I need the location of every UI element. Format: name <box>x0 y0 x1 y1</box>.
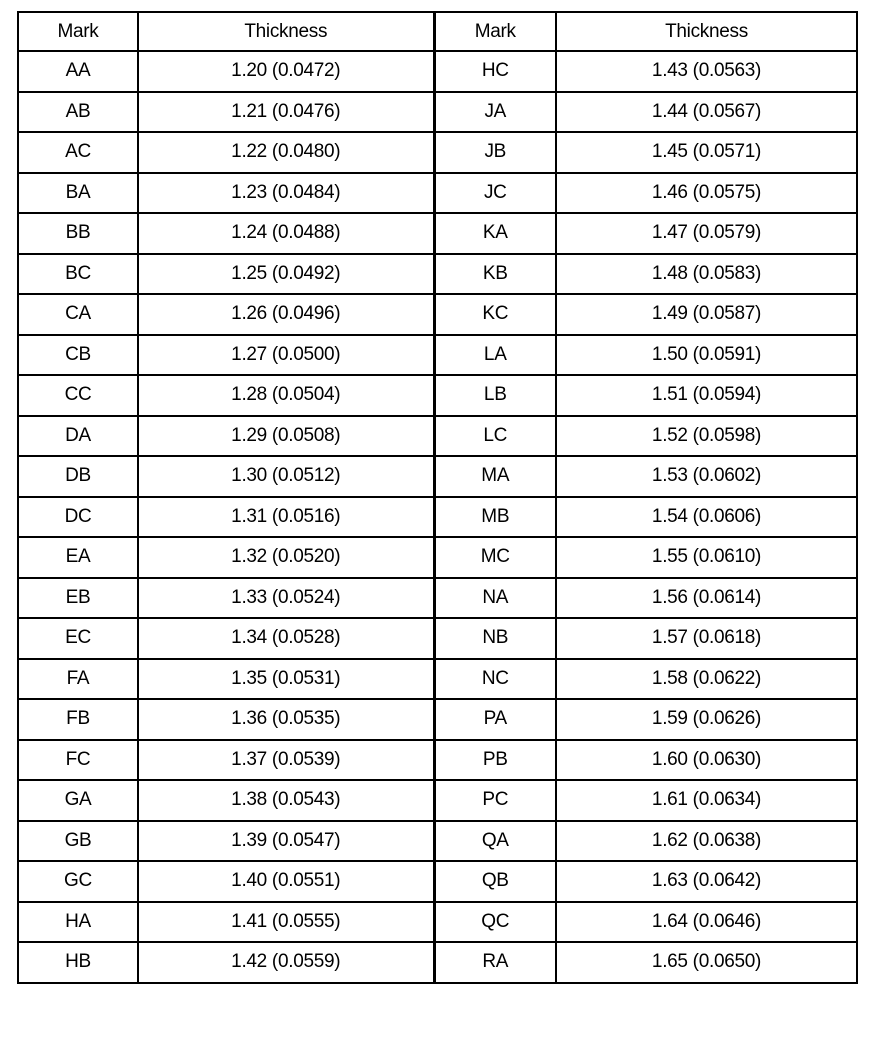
mark-right-cell: QC <box>434 902 556 943</box>
mark-right-cell: JC <box>434 173 556 214</box>
mark-left-cell: BC <box>18 254 138 295</box>
thickness-right-cell: 1.44 (0.0567) <box>556 92 857 133</box>
thickness-table-container <box>17 11 856 984</box>
thickness-left-cell: 1.29 (0.0508) <box>138 416 434 457</box>
mark-left-cell: AA <box>18 51 138 92</box>
mark-right-cell: LB <box>434 375 556 416</box>
thickness-left-cell: 1.36 (0.0535) <box>138 699 434 740</box>
thickness-right-cell: 1.60 (0.0630) <box>556 740 857 781</box>
thickness-left-cell: 1.41 (0.0555) <box>138 902 434 943</box>
thickness-table <box>17 11 858 984</box>
table-row <box>18 456 857 497</box>
thickness-right-cell: 1.61 (0.0634) <box>556 780 857 821</box>
table-row <box>18 375 857 416</box>
mark-right-cell: QB <box>434 861 556 902</box>
mark-left-cell: HA <box>18 902 138 943</box>
thickness-right-cell: 1.43 (0.0563) <box>556 51 857 92</box>
mark-right-cell: LA <box>434 335 556 376</box>
thickness-right-cell: 1.58 (0.0622) <box>556 659 857 700</box>
thickness-left-cell: 1.24 (0.0488) <box>138 213 434 254</box>
mark-right-cell: NC <box>434 659 556 700</box>
mark-right-cell: PA <box>434 699 556 740</box>
mark-right-cell: KC <box>434 294 556 335</box>
table-row <box>18 335 857 376</box>
table-row <box>18 416 857 457</box>
mark-left-cell: DC <box>18 497 138 538</box>
mark-left-cell: DA <box>18 416 138 457</box>
thickness-left-cell: 1.37 (0.0539) <box>138 740 434 781</box>
table-body <box>18 51 857 983</box>
mark-right-cell: KB <box>434 254 556 295</box>
mark-right-cell: MB <box>434 497 556 538</box>
table-row <box>18 902 857 943</box>
thickness-left-cell: 1.38 (0.0543) <box>138 780 434 821</box>
table-row <box>18 821 857 862</box>
mark-left-cell: GC <box>18 861 138 902</box>
table-row <box>18 699 857 740</box>
table-row <box>18 213 857 254</box>
mark-right-cell: QA <box>434 821 556 862</box>
table-row <box>18 659 857 700</box>
thickness-right-cell: 1.52 (0.0598) <box>556 416 857 457</box>
mark-left-cell: HB <box>18 942 138 983</box>
table-row <box>18 497 857 538</box>
thickness-left-cell: 1.27 (0.0500) <box>138 335 434 376</box>
thickness-right-cell: 1.56 (0.0614) <box>556 578 857 619</box>
table-row <box>18 92 857 133</box>
thickness-right-cell: 1.49 (0.0587) <box>556 294 857 335</box>
header-mark-right: Mark <box>434 12 556 51</box>
mark-right-cell: KA <box>434 213 556 254</box>
thickness-left-cell: 1.33 (0.0524) <box>138 578 434 619</box>
thickness-left-cell: 1.35 (0.0531) <box>138 659 434 700</box>
thickness-left-cell: 1.26 (0.0496) <box>138 294 434 335</box>
mark-left-cell: AB <box>18 92 138 133</box>
table-row <box>18 132 857 173</box>
mark-left-cell: GA <box>18 780 138 821</box>
thickness-left-cell: 1.32 (0.0520) <box>138 537 434 578</box>
thickness-left-cell: 1.39 (0.0547) <box>138 821 434 862</box>
mark-left-cell: FB <box>18 699 138 740</box>
mark-left-cell: FA <box>18 659 138 700</box>
mark-right-cell: MC <box>434 537 556 578</box>
table-row <box>18 618 857 659</box>
mark-right-cell: PB <box>434 740 556 781</box>
thickness-right-cell: 1.55 (0.0610) <box>556 537 857 578</box>
table-row <box>18 294 857 335</box>
table-row <box>18 740 857 781</box>
thickness-left-cell: 1.34 (0.0528) <box>138 618 434 659</box>
table-row <box>18 173 857 214</box>
thickness-left-cell: 1.42 (0.0559) <box>138 942 434 983</box>
mark-left-cell: EC <box>18 618 138 659</box>
mark-left-cell: BA <box>18 173 138 214</box>
thickness-right-cell: 1.47 (0.0579) <box>556 213 857 254</box>
thickness-right-cell: 1.46 (0.0575) <box>556 173 857 214</box>
thickness-right-cell: 1.51 (0.0594) <box>556 375 857 416</box>
table-row <box>18 578 857 619</box>
thickness-left-cell: 1.25 (0.0492) <box>138 254 434 295</box>
thickness-right-cell: 1.57 (0.0618) <box>556 618 857 659</box>
header-row <box>18 12 857 51</box>
thickness-left-cell: 1.21 (0.0476) <box>138 92 434 133</box>
thickness-left-cell: 1.22 (0.0480) <box>138 132 434 173</box>
thickness-left-cell: 1.30 (0.0512) <box>138 456 434 497</box>
mark-left-cell: EA <box>18 537 138 578</box>
mark-left-cell: CB <box>18 335 138 376</box>
table-row <box>18 780 857 821</box>
thickness-right-cell: 1.63 (0.0642) <box>556 861 857 902</box>
thickness-left-cell: 1.23 (0.0484) <box>138 173 434 214</box>
thickness-left-cell: 1.31 (0.0516) <box>138 497 434 538</box>
table-row <box>18 254 857 295</box>
thickness-right-cell: 1.64 (0.0646) <box>556 902 857 943</box>
mark-right-cell: HC <box>434 51 556 92</box>
thickness-right-cell: 1.65 (0.0650) <box>556 942 857 983</box>
header-thickness-right: Thickness <box>556 12 857 51</box>
thickness-right-cell: 1.62 (0.0638) <box>556 821 857 862</box>
table-row <box>18 537 857 578</box>
thickness-right-cell: 1.59 (0.0626) <box>556 699 857 740</box>
mark-left-cell: CC <box>18 375 138 416</box>
mark-right-cell: JB <box>434 132 556 173</box>
mark-right-cell: JA <box>434 92 556 133</box>
mark-left-cell: EB <box>18 578 138 619</box>
table-row <box>18 942 857 983</box>
mark-left-cell: FC <box>18 740 138 781</box>
thickness-right-cell: 1.48 (0.0583) <box>556 254 857 295</box>
mark-left-cell: BB <box>18 213 138 254</box>
header-mark-left: Mark <box>18 12 138 51</box>
mark-right-cell: NA <box>434 578 556 619</box>
thickness-right-cell: 1.45 (0.0571) <box>556 132 857 173</box>
header-thickness-left: Thickness <box>138 12 434 51</box>
mark-left-cell: GB <box>18 821 138 862</box>
thickness-right-cell: 1.53 (0.0602) <box>556 456 857 497</box>
table-header <box>18 12 857 51</box>
mark-right-cell: NB <box>434 618 556 659</box>
table-row <box>18 861 857 902</box>
thickness-right-cell: 1.54 (0.0606) <box>556 497 857 538</box>
mark-left-cell: CA <box>18 294 138 335</box>
thickness-right-cell: 1.50 (0.0591) <box>556 335 857 376</box>
mark-left-cell: DB <box>18 456 138 497</box>
mark-right-cell: RA <box>434 942 556 983</box>
thickness-left-cell: 1.20 (0.0472) <box>138 51 434 92</box>
thickness-left-cell: 1.40 (0.0551) <box>138 861 434 902</box>
mark-right-cell: LC <box>434 416 556 457</box>
thickness-left-cell: 1.28 (0.0504) <box>138 375 434 416</box>
mark-right-cell: PC <box>434 780 556 821</box>
mark-left-cell: AC <box>18 132 138 173</box>
mark-right-cell: MA <box>434 456 556 497</box>
table-row <box>18 51 857 92</box>
